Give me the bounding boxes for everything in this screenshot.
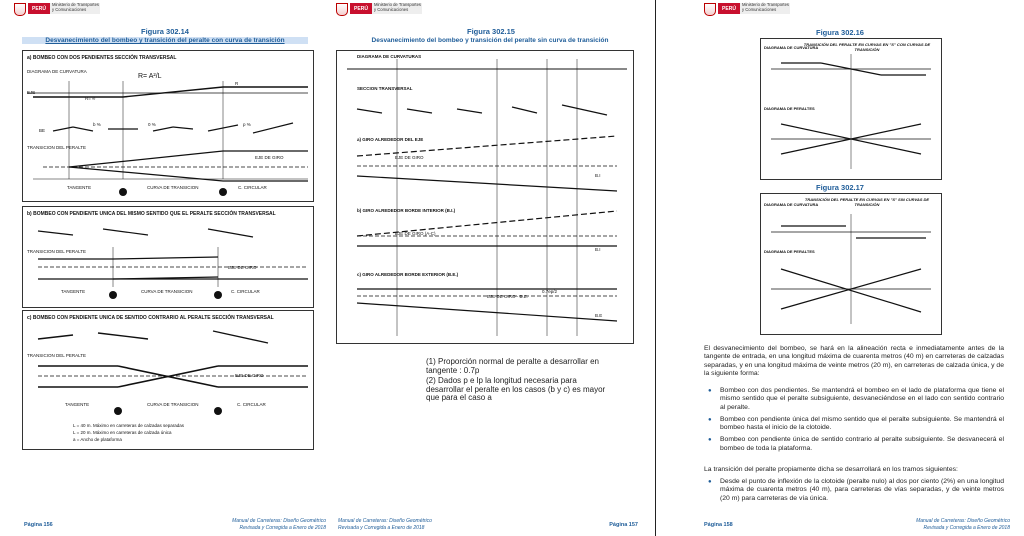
be-label: BE (39, 128, 46, 133)
coat-of-arms-icon (14, 3, 26, 16)
page-157 (330, 0, 652, 536)
seccion-transversal-label: SECCION TRANSVERSAL (357, 86, 413, 91)
footer-manual (338, 518, 432, 532)
page-number: Página 156 (24, 522, 53, 528)
fig17-diagrama-peralte-label: DIAGRAMA DE PERALTES (764, 249, 815, 254)
diagrama-curvaturas-label: DIAGRAMA DE CURVATURAS (357, 54, 422, 59)
curva-transicion-label: CURVA DE TRANSICION (147, 185, 199, 190)
curva-transicion-b-label: CURVA DE TRANSICION (141, 289, 193, 294)
be-label-c: B.E (595, 313, 603, 318)
transicion-peralte-label: TRANSICION DEL PERALTE (27, 145, 87, 150)
peru-flag-label: PERÚ (28, 3, 50, 14)
tangente-label: TANGENTE (67, 185, 92, 190)
bullet-item: ● Bombeo con dos pendientes. Se mantendrá el bombeo en el lado de plataforma que tiene el mismo sentido que el peralte subsiguiente, desvaneciéndose en el lado con sentido contrario al peralte. (708, 387, 1004, 412)
ministry-logo (336, 3, 422, 16)
curva-transicion-c-label: CURVA DE TRANSICION (147, 402, 199, 407)
figure-17-drawing (761, 194, 941, 334)
footer-revision: Revisada y Corregida a Enero de 2018 (239, 525, 326, 531)
giro-eje-label: a) GIRO ALREDEDOR DEL EJE (357, 137, 424, 142)
page-158 (656, 0, 1024, 536)
o-pct-label: 0 % (148, 122, 156, 127)
figure-16-title: TRANSICIÓN DEL PERALTE EN CURVAS EN "S" CON CURVAS DE TRANSICIÓN (803, 42, 931, 52)
legend-line-3: a = Ancho de plataforma (73, 437, 122, 442)
bi-label-b: B.I (595, 247, 601, 252)
figure-number: Figura 302.14 (141, 27, 189, 36)
figure-17-number: Figura 302.17 (816, 183, 864, 192)
fig16-diagrama-peralte-label: DIAGRAMA DE PERALTES (764, 106, 815, 111)
intro-paragraph: El desvanecimiento del bombeo, se hará en la alineación recta e inmediatamente antes de la tangente de entrada, en una longitud máxima de cuarenta metros (40 m) en carreteras de calzadas separadas, y en una longitud máxima de veinte metros (20 m), en carreteras de calzada única, y de la siguiente forma: (704, 345, 1004, 377)
fig16-diagrama-curvatura-label: DIAGRAMA DE CURVATURA (764, 45, 819, 50)
p-pct-label: p % (243, 122, 251, 127)
note-1-num: (1) (426, 357, 436, 366)
diagram-drawing (337, 51, 633, 343)
note-2 (426, 377, 616, 403)
footer-revision: Revisada y Corregida a Enero de 2018 (338, 525, 425, 531)
figure-title: Desvanecimiento del bombeo y transición del peralte sin curva de transición (371, 37, 609, 44)
section-a-heading: a) BOMBEO CON DOS PENDIENTES SECCIÓN TRANSVERSAL (27, 55, 177, 61)
r-infinity-label: R= ∞ (85, 96, 96, 101)
coat-of-arms-icon (704, 3, 716, 16)
diagram-frame-a (22, 50, 314, 202)
eje-giro-be-label: EJE DE GIRO - B.E. (487, 294, 529, 299)
legend-line-1: L = 40 m. Máximo en carreteras de calzadas separadas (73, 423, 185, 428)
peru-flag-label: PERÚ (350, 3, 372, 14)
peru-flag-label: PERÚ (718, 3, 740, 14)
bi-label-a: B.I (595, 173, 601, 178)
footer-manual-title: Manual de Carreteras: Diseño Geométrico (232, 518, 326, 524)
transicion-peralte-b-label: TRANSICION DEL PERALTE (27, 249, 87, 254)
page-number: Página 158 (704, 522, 733, 528)
bullet-list-2 (708, 478, 1004, 507)
page-156 (0, 0, 330, 536)
note-2-num: (2) (426, 376, 436, 385)
transicion-peralte-c-label: TRANSICION DEL PERALTE (27, 353, 87, 358)
bullet-item: ● Desde el punto de inflexión de la clotoide (peralte nulo) al dos por ciento (2%) en una longitud máxima de cuarenta metros (40 m), para carreteras de vías separadas, y de veinte metros (20 m) para carreteras de vía única. (708, 478, 1004, 503)
diagram-frame-b (22, 206, 314, 308)
r-formula: R= A²/L (138, 73, 162, 80)
transition-paragraph: La transición del peralte propiamente dicha se desarrollará en los tramos siguientes: (704, 466, 958, 473)
footer-manual (916, 518, 1010, 532)
b-pct-label: b % (93, 122, 101, 127)
ministry-logo (14, 3, 100, 16)
ministry-name: Ministerio de Transportes y Comunicaciones (372, 3, 422, 14)
tangente-c-label: TANGENTE (65, 402, 90, 407)
tangente-b-label: TANGENTE (61, 289, 86, 294)
eje-giro-label: EJE DE GIRO (395, 155, 424, 160)
fig17-diagrama-curvatura-label: DIAGRAMA DE CURVATURA (764, 202, 819, 207)
eje-giro-c-label: EJE DE GIRO (235, 373, 264, 378)
eje-giro-label: EJE DE GIRO (255, 155, 284, 160)
diagrama-curvatura-label: DIAGRAMA DE CURVATURA (27, 69, 87, 74)
bullet-list (708, 387, 1004, 457)
figure-16-drawing (761, 39, 941, 179)
eje-giro-b-label: EJE DE GIRO (228, 265, 257, 270)
tangent-point-label: 0.7ep/2 (542, 289, 558, 294)
coat-of-arms-icon (336, 3, 348, 16)
legend-line-2: L = 20 m. Máximo en carreteras de calzada única (73, 430, 172, 435)
footer-manual-title: Manual de Carreteras: Diseño Geométrico (916, 518, 1010, 524)
page-number: Página 157 (609, 522, 638, 528)
figure-number: Figura 302.15 (467, 27, 515, 36)
figure-title: Desvanecimiento del bombeo y transición del peralte con curva de transición (22, 37, 308, 44)
note-1-text: Proporción normal de peralte a desarrollar en tangente : 0.7p (426, 357, 599, 375)
bullet-item: ● Bombeo con pendiente única de sentido contrario al peralte subsiguiente. Se desvanecerá el bombeo de toda la plataforma. (708, 436, 1004, 453)
c-circular-label: C. CIRCULAR (238, 185, 267, 190)
eje-giro-ac-label: EJE DE GIRO (A-C) (395, 231, 436, 236)
c-circular-b-label: C. CIRCULAR (231, 289, 260, 294)
ministry-name: Ministerio de Transportes y Comunicaciones (50, 3, 100, 14)
footer-manual-title: Manual de Carreteras: Diseño Geométrico (338, 518, 432, 524)
giro-be-label: c) GIRO ALREDEDOR BORDE EXTERIOR (B.E.) (357, 272, 459, 277)
diagram-frame (336, 50, 634, 344)
section-c-heading: c) BOMBEO CON PENDIENTE UNICA DE SENTIDO CONTRARIO AL PERALTE SECCIÓN TRANSVERSAL (27, 315, 274, 321)
diagram-b-drawing (23, 207, 313, 307)
eje-label: EJE (27, 90, 36, 95)
figure-17-frame (760, 193, 942, 335)
section-b-heading: b) BOMBEO CON PENDIENTE UNICA DEL MISMO SENTIDO QUE EL PERALTE SECCIÓN TRANSVERSAL (27, 211, 276, 217)
figure-16-frame (760, 38, 942, 180)
diagram-c-drawing (23, 311, 313, 421)
ministry-name: Ministerio de Transportes y Comunicaciones (740, 3, 790, 14)
r-label: R (235, 81, 239, 86)
footer-revision: Revisada y Corregida a Enero de 2018 (923, 525, 1010, 531)
figure-17-title: TRANSICIÓN DEL PERALTE EN CURVAS EN "S" SIN CURVAS DE TRANSICIÓN (804, 197, 930, 207)
note-1 (426, 358, 616, 375)
c-circular-c-label: C. CIRCULAR (237, 402, 266, 407)
diagram-a-drawing (23, 51, 313, 201)
bullet-item: ● Bombeo con pendiente única del mismo sentido que el peralte subsiguiente. Se mantendrá el bombeo hasta el inicio de la clotoide. (708, 416, 1004, 433)
footer-manual (232, 518, 326, 532)
figure-16-number: Figura 302.16 (816, 28, 864, 37)
ministry-logo (704, 3, 790, 16)
giro-bi-label: b) GIRO ALREDEDOR BORDE INTERIOR (B.I.) (357, 208, 456, 213)
diagram-frame-c (22, 310, 314, 450)
note-2-text: Dados p e lp la longitud necesaria para desarrollar el peralte en los casos (b y c) es mayor que para el caso a (426, 376, 606, 402)
